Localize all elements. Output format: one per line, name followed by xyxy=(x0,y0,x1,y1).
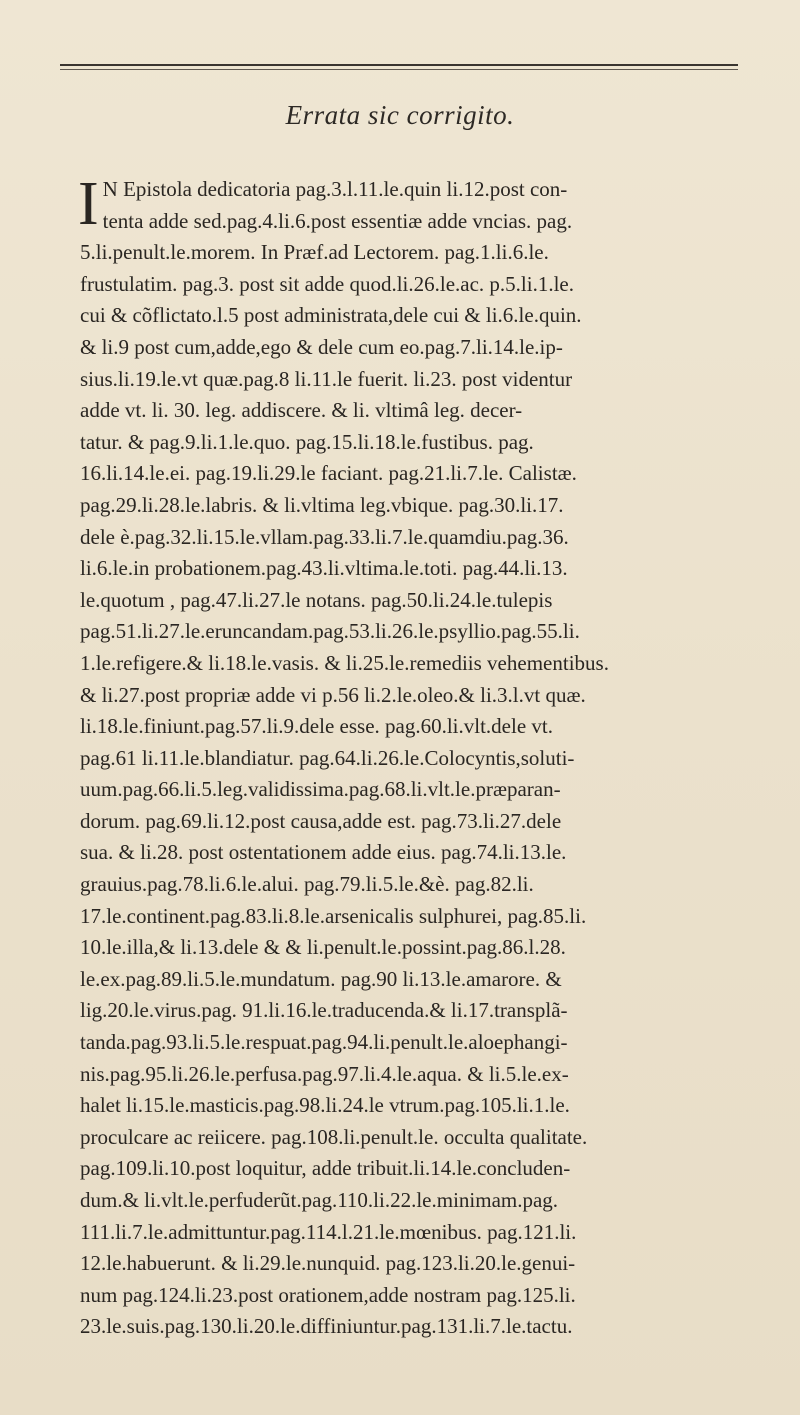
text-line: num pag.124.li.23.post orationem,adde nostram pag.125.li. xyxy=(80,1282,576,1307)
text-line: grauius.pag.78.li.6.le.alui. pag.79.li.5.le.&è. pag.82.li. xyxy=(80,872,534,897)
text-line: frustulatim. pag.3. post sit adde quod.li.26.le.ac. p.5.li.1.le. xyxy=(80,271,575,296)
text-line: pag.61 li.11.le.blandiatur. pag.64.li.26.le.Colocyntis,soluti- xyxy=(80,745,575,770)
text-line: nis.pag.95.li.26.le.perfusa.pag.97.li.4.le.aqua. & li.5.le.ex- xyxy=(80,1061,569,1086)
text-line: li.6.le.in probationem.pag.43.li.vltima.le.toti. pag.44.li.13. xyxy=(80,556,568,581)
text-line: 12.le.habuerunt. & li.29.le.nunquid. pag.123.li.20.le.genui- xyxy=(80,1251,576,1276)
text-line: cui & cõflictato.l.5 post administrata,dele cui & li.6.le.quin. xyxy=(80,303,582,328)
errata-text xyxy=(78,170,730,1343)
text-line: 17.le.continent.pag.83.li.8.le.arsenicalis sulphurei, pag.85.li. xyxy=(80,903,587,928)
top-rule-thin xyxy=(60,69,738,70)
text-line: & li.9 post cum,adde,ego & dele cum eo.pag.7.li.14.le.ip- xyxy=(80,334,563,359)
text-line: 5.li.penult.le.morem. In Præf.ad Lectorem. pag.1.li.6.le. xyxy=(80,240,549,265)
text-line: dum.& li.vlt.le.perfuderũt.pag.110.li.22.le.minimam.pag. xyxy=(80,1188,559,1212)
text-line: proculcare ac reiicere. pag.108.li.penult.le. occulta qualitate. xyxy=(80,1124,588,1149)
text-line: 23.le.suis.pag.130.li.20.le.diffiniuntur.pag.131.li.7.le.tactu. xyxy=(80,1314,573,1339)
text-line: dorum. pag.69.li.12.post causa,adde est. pag.73.li.27.dele xyxy=(80,808,562,833)
text-line: le.quotum , pag.47.li.27.le notans. pag.50.li.24.le.tulepis xyxy=(80,587,553,612)
text-line: 10.le.illa,& li.13.dele & & li.penult.le.possint.pag.86.l.28. xyxy=(80,935,566,960)
text-line: pag.29.li.28.le.labris. & li.vltima leg.vbique. pag.30.li.17. xyxy=(80,492,564,517)
text-line: adde vt. li. 30. leg. addiscere. & li. vltimâ leg. decer- xyxy=(80,398,523,423)
text-line: 111.li.7.le.admittuntur.pag.114.l.21.le.mœnibus. pag.121.li. xyxy=(80,1219,577,1244)
text-line: uum.pag.66.li.5.leg.validissima.pag.68.li.vlt.le.præparan- xyxy=(80,777,561,802)
text-line: 16.li.14.le.ei. pag.19.li.29.le faciant. pag.21.li.7.le. Calistæ. xyxy=(80,461,577,486)
drop-cap: I xyxy=(78,170,99,238)
text-line: dele è.pag.32.li.15.le.vllam.pag.33.li.7.le.quamdiu.pag.36. xyxy=(80,524,569,549)
text-line: li.18.le.finiunt.pag.57.li.9.dele esse. pag.60.li.vlt.dele vt. xyxy=(80,714,553,739)
page-heading: Errata sic corrigito. xyxy=(285,100,515,130)
text-line: tanda.pag.93.li.5.le.respuat.pag.94.li.penult.le.aloephangi- xyxy=(80,1030,568,1055)
text-line: pag.51.li.27.le.eruncandam.pag.53.li.26.le.psyllio.pag.55.li. xyxy=(80,619,580,644)
text-line: tenta adde sed.pag.4.li.6.post essentiæ adde vncias. pag. xyxy=(102,208,573,233)
text-line: & li.27.post propriæ adde vi p.56 li.2.le.oleo.& li.3.l.vt quæ. xyxy=(80,682,586,707)
top-rule xyxy=(60,64,738,66)
text-line: halet li.15.le.masticis.pag.98.li.24.le vtrum.pag.105.li.1.le. xyxy=(80,1093,570,1118)
text-line: sius.li.19.le.vt quæ.pag.8 li.11.le fuerit. li.23. post videntur xyxy=(80,366,573,391)
text-line: 1.le.refigere.& li.18.le.vasis. & li.25.le.remediis vehementibus. xyxy=(80,650,609,675)
text-line: lig.20.le.virus.pag. 91.li.16.le.traducenda.& li.17.transplã- xyxy=(80,998,568,1023)
text-line: pag.109.li.10.post loquitur, adde tribuit.li.14.le.concluden- xyxy=(80,1156,571,1181)
text-line: N Epistola dedicatoria pag.3.l.11.le.quin li.12.post con- xyxy=(102,177,568,201)
text-line: tatur. & pag.9.li.1.le.quo. pag.15.li.18.le.fustibus. pag. xyxy=(80,429,534,454)
text-line: le.ex.pag.89.li.5.le.mundatum. pag.90 li.13.le.amarore. & xyxy=(80,966,562,991)
text-line: sua. & li.28. post ostentationem adde eius. pag.74.li.13.le. xyxy=(80,840,567,865)
